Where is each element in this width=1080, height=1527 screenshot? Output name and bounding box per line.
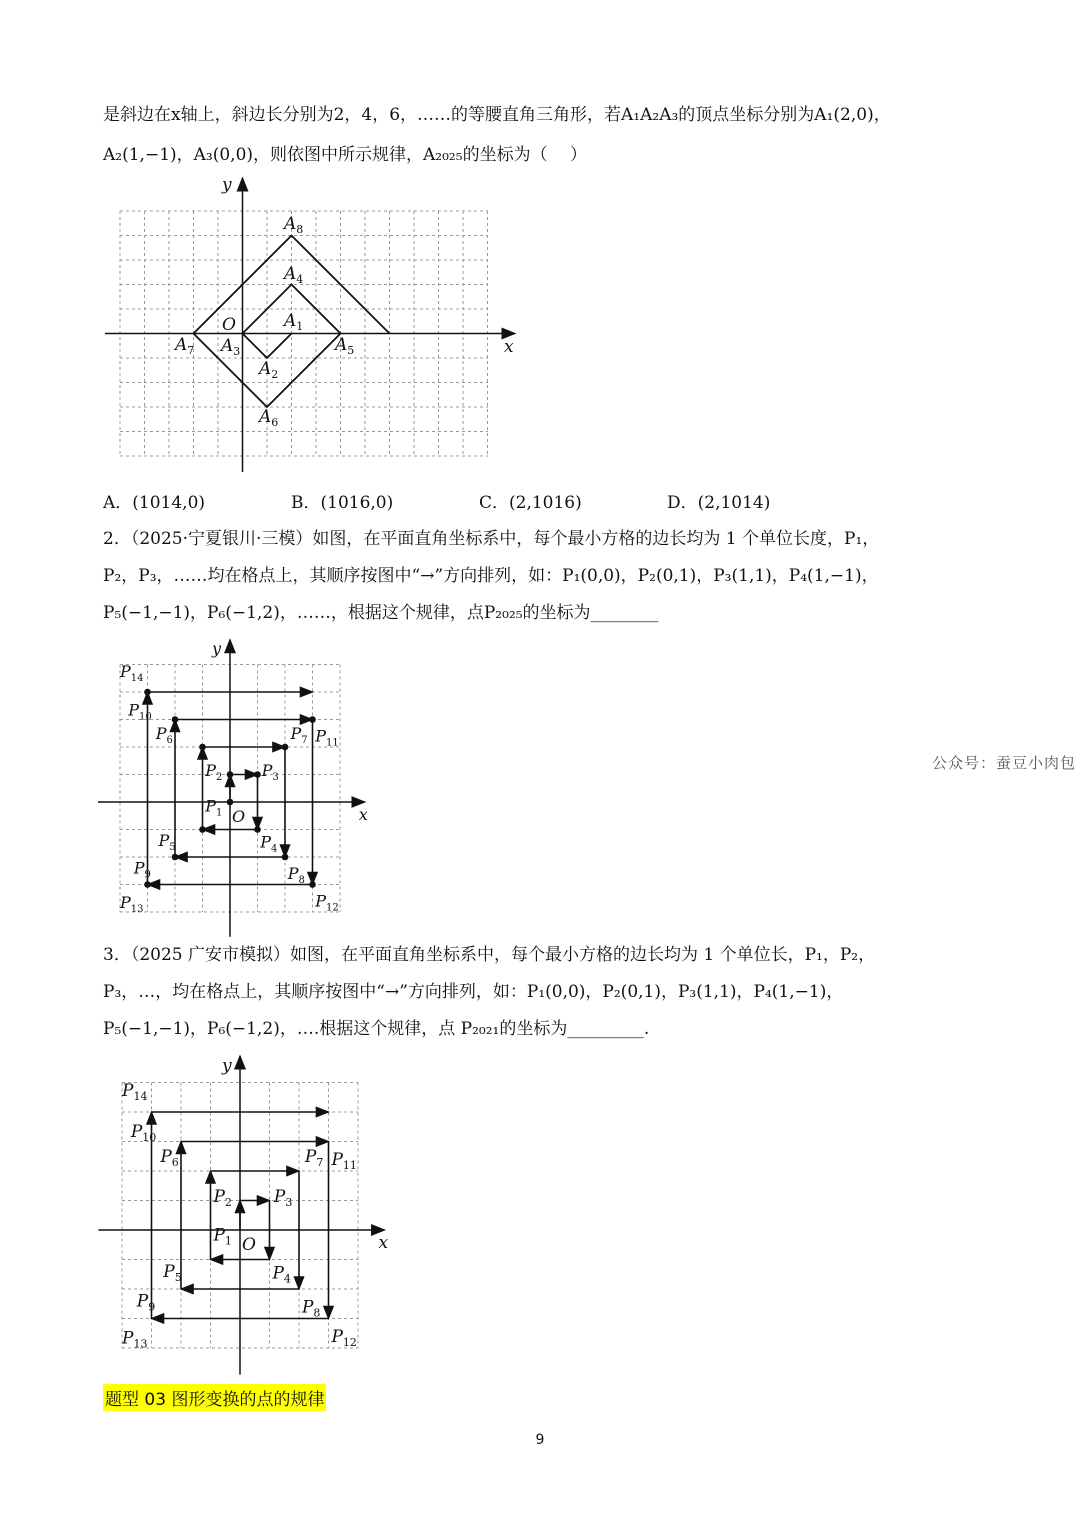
fig3-label-p14: $P_{14}$: [122, 1080, 148, 1103]
q1-label-a4: $A_4$: [284, 264, 304, 286]
q1-label-a5: $A_5$: [335, 335, 355, 357]
fig3-label-p3: $P_3$: [273, 1186, 293, 1209]
fig3-label-p13: $P_{13}$: [122, 1328, 148, 1351]
q2-figure: [100, 635, 370, 930]
q1-label-a6: $A_6$: [259, 407, 279, 429]
fig3-label-p9: $P_9$: [136, 1291, 156, 1314]
q1-figure: [100, 170, 530, 480]
fig3-label-p2: $P_2$: [213, 1186, 232, 1209]
option-b[interactable]: B．(1016,0): [291, 493, 394, 513]
q3-text-line3: P₅(−1,−1)，P₆(−1,2)，….根据这个规律，点 P₂₀₂₁的坐标为_________.: [103, 1019, 650, 1039]
fig2-label-p11: $P_{11}$: [315, 726, 339, 749]
q1-text-line2: A₂(1,−1)，A₃(0,0)，则依图中所示规律，A₂₀₂₅的坐标为（ ）: [103, 145, 587, 165]
fig2-label-p2: $P_2$: [205, 760, 223, 783]
fig2-label-p13: $P_{13}$: [120, 892, 144, 915]
fig2-label-p12: $P_{12}$: [315, 891, 339, 914]
fig2-label-p3: $P_3$: [261, 760, 279, 783]
q3-text-line2: P₃，…，均在格点上，其顺序按图中“→”方向排列，如：P₁(0,0)，P₂(0,1)，P₃(1,1)，P₄(1,−1)，: [103, 982, 844, 1002]
page-number: 9: [535, 1432, 545, 1448]
fig3-label-x: x: [378, 1233, 389, 1253]
watermark: 公众号：蚕豆小肉包: [931, 754, 1076, 772]
fig3-label-p11: $P_{11}$: [331, 1150, 357, 1173]
fig2-label-p1: $P_1$: [205, 796, 223, 819]
q1-options: [103, 488, 1003, 512]
fig3-label-p10: $P_{10}$: [130, 1122, 157, 1145]
fig2-label-p4: $P_4$: [260, 832, 278, 855]
q1-label-x: x: [504, 337, 514, 357]
q1-label-a1: $A_1$: [284, 311, 304, 333]
q3-text-line1: 3．（2025 广安市模拟）如图，在平面直角坐标系中，每个最小方格的边长均为 1 个单位长，P₁，P₂，: [103, 945, 876, 965]
q1-label-y: y: [222, 175, 232, 195]
fig3-label-origin: O: [242, 1235, 256, 1255]
fig2-label-p9: $P_9$: [133, 858, 151, 881]
q2-text-line2: P₂，P₃，……均在格点上，其顺序按图中“→”方向排列，如：P₁(0,0)，P₂(0,1)，P₃(1,1)，P₄(1,−1)，: [103, 566, 879, 586]
q1-label-a7: $A_7$: [175, 335, 195, 357]
fig3-label-y: y: [222, 1055, 232, 1076]
section-heading: 题型 03 图形变换的点的规律: [103, 1384, 326, 1411]
q3-figure: [100, 1050, 400, 1370]
q2-text-line1: 2．（2025·宁夏银川·三模）如图，在平面直角坐标系中，每个最小方格的边长均为 1 个单位长度，P₁，: [103, 529, 880, 549]
fig3-label-p4: $P_4$: [272, 1263, 291, 1286]
q1-label-a3: $A_3$: [221, 336, 241, 358]
fig2-label-p5: $P_5$: [158, 831, 176, 853]
q1-label-a8: $A_8$: [284, 214, 304, 236]
fig3-label-p12: $P_{12}$: [331, 1327, 357, 1350]
option-d[interactable]: D．(2,1014): [667, 493, 771, 513]
q1-label-origin: O: [222, 315, 236, 335]
fig2-label-p6: $P_6$: [155, 723, 173, 746]
q1-text-line1: 是斜边在x轴上，斜边长分别为2，4，6，……的等腰直角三角形，若A₁A₂A₃的顶点坐标分别为A₁(2,0)，: [103, 105, 891, 125]
fig2-label-p14: $P_{14}$: [120, 661, 144, 684]
q1-label-a2: $A_2$: [259, 359, 279, 381]
q2-text-line3: P₅(−1,−1)，P₆(−1,2)，……，根据这个规律，点P₂₀₂₅的坐标为________: [103, 603, 659, 623]
fig2-label-y: y: [212, 639, 222, 658]
fig2-label-p10: $P_{10}$: [128, 700, 152, 723]
fig2-label-x: x: [358, 805, 368, 824]
fig2-label-origin: O: [232, 807, 246, 826]
fig3-label-p8: $P_8$: [301, 1297, 321, 1320]
fig3-label-p6: $P_6$: [160, 1147, 179, 1170]
option-c[interactable]: C．(2,1016): [479, 493, 582, 513]
fig3-label-p7: $P_7$: [304, 1147, 324, 1170]
fig3-label-p5: $P_5$: [163, 1262, 182, 1285]
fig2-label-p8: $P_8$: [287, 864, 305, 886]
fig2-label-p7: $P_7$: [290, 723, 308, 746]
option-a[interactable]: A．(1014,0): [103, 493, 206, 513]
fig3-label-p1: $P_1$: [213, 1225, 232, 1248]
